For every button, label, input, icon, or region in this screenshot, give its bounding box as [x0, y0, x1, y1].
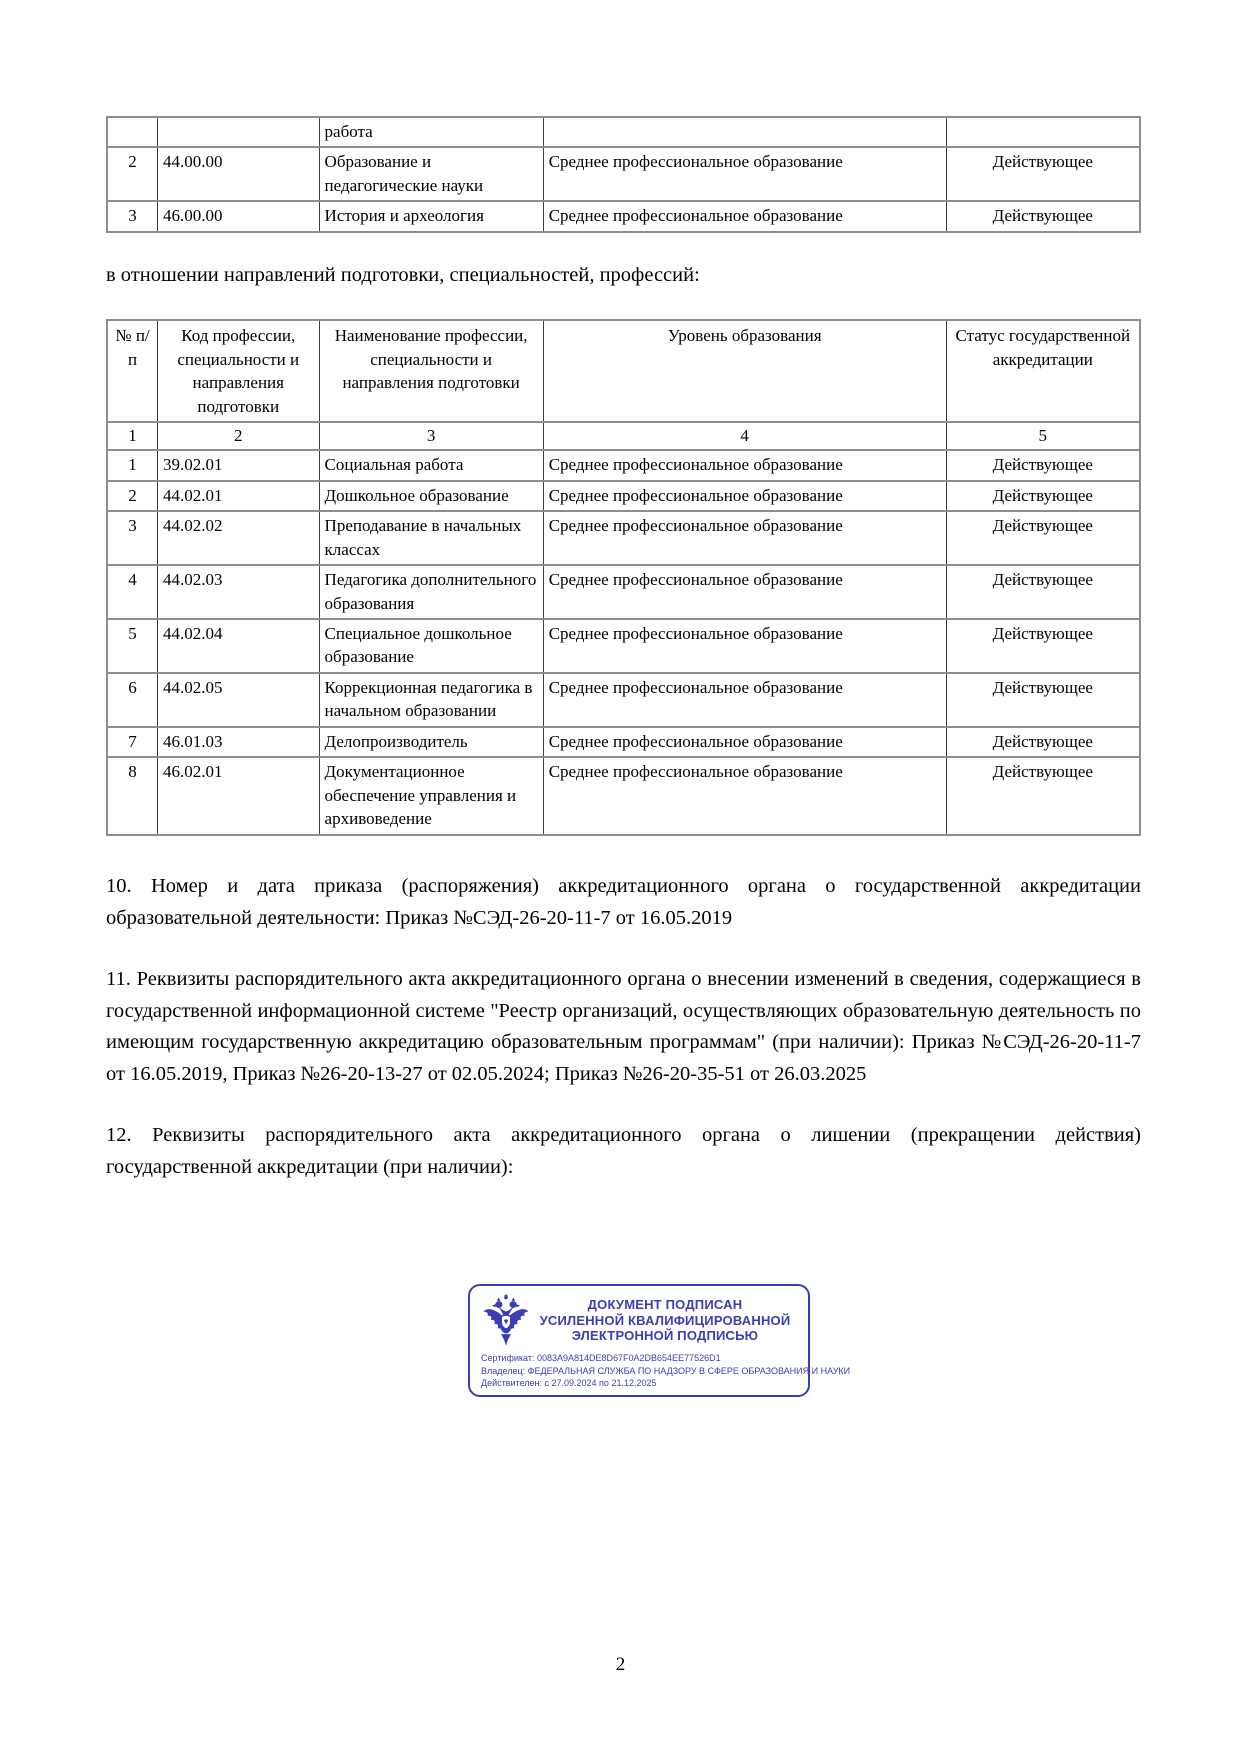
header-level: Уровень образования [543, 320, 946, 422]
col-number: 1 [107, 422, 157, 450]
cell-code: 44.02.02 [157, 511, 319, 565]
cell-name: Документационное обеспечение управления и архивоведение [319, 757, 543, 834]
table-header-row [107, 320, 1140, 422]
page-number: 2 [615, 1654, 626, 1675]
cell-code: 44.02.04 [157, 619, 319, 673]
cell-code: 44.00.00 [157, 147, 319, 201]
owner-line: Владелец: ФЕДЕРАЛЬНАЯ СЛУЖБА ПО НАДЗОРУ В СФЕРЕ ОБРАЗОВАНИЯ И НАУКИ [481, 1365, 851, 1376]
cell-level [543, 117, 946, 147]
cell-num: 6 [107, 673, 157, 727]
header-code: Код профессии, специальности и направления подготовки [157, 320, 319, 422]
cell-name: История и археология [319, 201, 543, 231]
cell-level: Среднее профессиональное образование [543, 673, 946, 727]
cell-num: 8 [107, 757, 157, 834]
cell-name: Делопроизводитель [319, 727, 543, 757]
header-num: № п/п [107, 320, 157, 422]
cell-num: 7 [107, 727, 157, 757]
cell-num: 3 [107, 201, 157, 231]
continuation-table [106, 116, 1141, 233]
validity-line: Действителен: с 27.09.2024 по 21.12.2025 [481, 1378, 657, 1389]
cell-code: 44.02.03 [157, 565, 319, 619]
table-row [107, 481, 1140, 511]
column-number-row [107, 422, 1140, 450]
cell-status: Действующее [946, 450, 1140, 480]
stamp-title-line: УСИЛЕННОЙ КВАЛИФИЦИРОВАННОЙ [539, 1312, 791, 1328]
cell-level: Среднее профессиональное образование [543, 201, 946, 231]
accreditation-table [106, 319, 1141, 835]
cell-status [946, 117, 1140, 147]
table-row [107, 201, 1140, 231]
paragraph-11: 11. Реквизиты распорядительного акта аккредитационного органа о внесении изменений в сведения, содержащиеся в государственной информационной системе "Реестр организаций, осуществляющих образовательную деятельность по имеющим государственную аккредитацию образовательным программам" (при наличии): Приказ №СЭД-26-20-11-7 от 16.05.2019, Приказ №26-20-13-27 от 02.05.2024; Приказ №26-20-35-51 от 26.03.2025 [106, 967, 1141, 1086]
cell-level: Среднее профессиональное образование [543, 619, 946, 673]
cell-level: Среднее профессиональное образование [543, 565, 946, 619]
cell-code: 46.00.00 [157, 201, 319, 231]
col-number: 4 [543, 422, 946, 450]
certificate-line: Сертификат: 0083A9A814DE8D67F0A2DB654EE77526D1 [481, 1353, 721, 1364]
table-row [107, 450, 1140, 480]
cell-code [157, 117, 319, 147]
cell-level: Среднее профессиональное образование [543, 147, 946, 201]
cell-status: Действующее [946, 511, 1140, 565]
cell-num: 4 [107, 565, 157, 619]
cell-status: Действующее [946, 673, 1140, 727]
cell-level: Среднее профессиональное образование [543, 450, 946, 480]
table-row [107, 757, 1140, 834]
cell-num: 5 [107, 619, 157, 673]
cell-name: Преподавание в начальных классах [319, 511, 543, 565]
paragraph-12: 12. Реквизиты распорядительного акта аккредитационного органа о лишении (прекращении действия) государственной аккредитации (при наличии): [106, 1124, 1141, 1179]
stamp-details [481, 1352, 851, 1390]
cell-num: 1 [107, 450, 157, 480]
table-row [107, 117, 1140, 147]
cell-code: 46.01.03 [157, 727, 319, 757]
cell-status: Действующее [946, 619, 1140, 673]
table-row [107, 565, 1140, 619]
table-row [107, 673, 1140, 727]
cell-level: Среднее профессиональное образование [543, 481, 946, 511]
table-row [107, 619, 1140, 673]
header-name: Наименование профессии, специальности и направления подготовки [319, 320, 543, 422]
cell-num [107, 117, 157, 147]
cell-status: Действующее [946, 147, 1140, 201]
header-status: Статус государственной аккредитации [946, 320, 1140, 422]
stamp-title-line: ЭЛЕКТРОННОЙ ПОДПИСЬЮ [571, 1328, 759, 1344]
cell-name: Образование и педагогические науки [319, 147, 543, 201]
cell-level: Среднее профессиональное образование [543, 757, 946, 834]
cell-name: Коррекционная педагогика в начальном образовании [319, 673, 543, 727]
cell-name: Социальная работа [319, 450, 543, 480]
stamp-title-line: ДОКУМЕНТ ПОДПИСАН [587, 1297, 743, 1313]
col-number: 3 [319, 422, 543, 450]
cell-name: Дошкольное образование [319, 481, 543, 511]
cell-code: 44.02.01 [157, 481, 319, 511]
cell-status: Действующее [946, 481, 1140, 511]
cell-num: 2 [107, 147, 157, 201]
stamp-title [531, 1297, 799, 1344]
cell-name: Специальное дошкольное образование [319, 619, 543, 673]
table-row [107, 511, 1140, 565]
cell-level: Среднее профессиональное образование [543, 727, 946, 757]
cell-status: Действующее [946, 201, 1140, 231]
cell-num: 2 [107, 481, 157, 511]
cell-level: Среднее профессиональное образование [543, 511, 946, 565]
cell-status: Действующее [946, 727, 1140, 757]
cell-status: Действующее [946, 565, 1140, 619]
cell-name: работа [319, 117, 543, 147]
cell-status: Действующее [946, 757, 1140, 834]
paragraph-10: 10. Номер и дата приказа (распоряжения) аккредитационного органа о государственной аккредитации образовательной деятельности: Приказ №СЭД-26-20-11-7 от 16.05.2019 [106, 874, 1141, 929]
col-number: 2 [157, 422, 319, 450]
section-heading: в отношении направлений подготовки, специальностей, профессий: [106, 263, 700, 286]
page-content [0, 116, 1241, 1397]
cell-code: 39.02.01 [157, 450, 319, 480]
cell-code: 46.02.01 [157, 757, 319, 834]
signature-stamp [468, 1284, 851, 1397]
stamp-header [481, 1293, 799, 1347]
table-row [107, 147, 1140, 201]
cell-code: 44.02.05 [157, 673, 319, 727]
col-number: 5 [946, 422, 1140, 450]
table-row [107, 727, 1140, 757]
coat-of-arms-icon [481, 1293, 531, 1347]
cell-num: 3 [107, 511, 157, 565]
cell-name: Педагогика дополнительного образования [319, 565, 543, 619]
